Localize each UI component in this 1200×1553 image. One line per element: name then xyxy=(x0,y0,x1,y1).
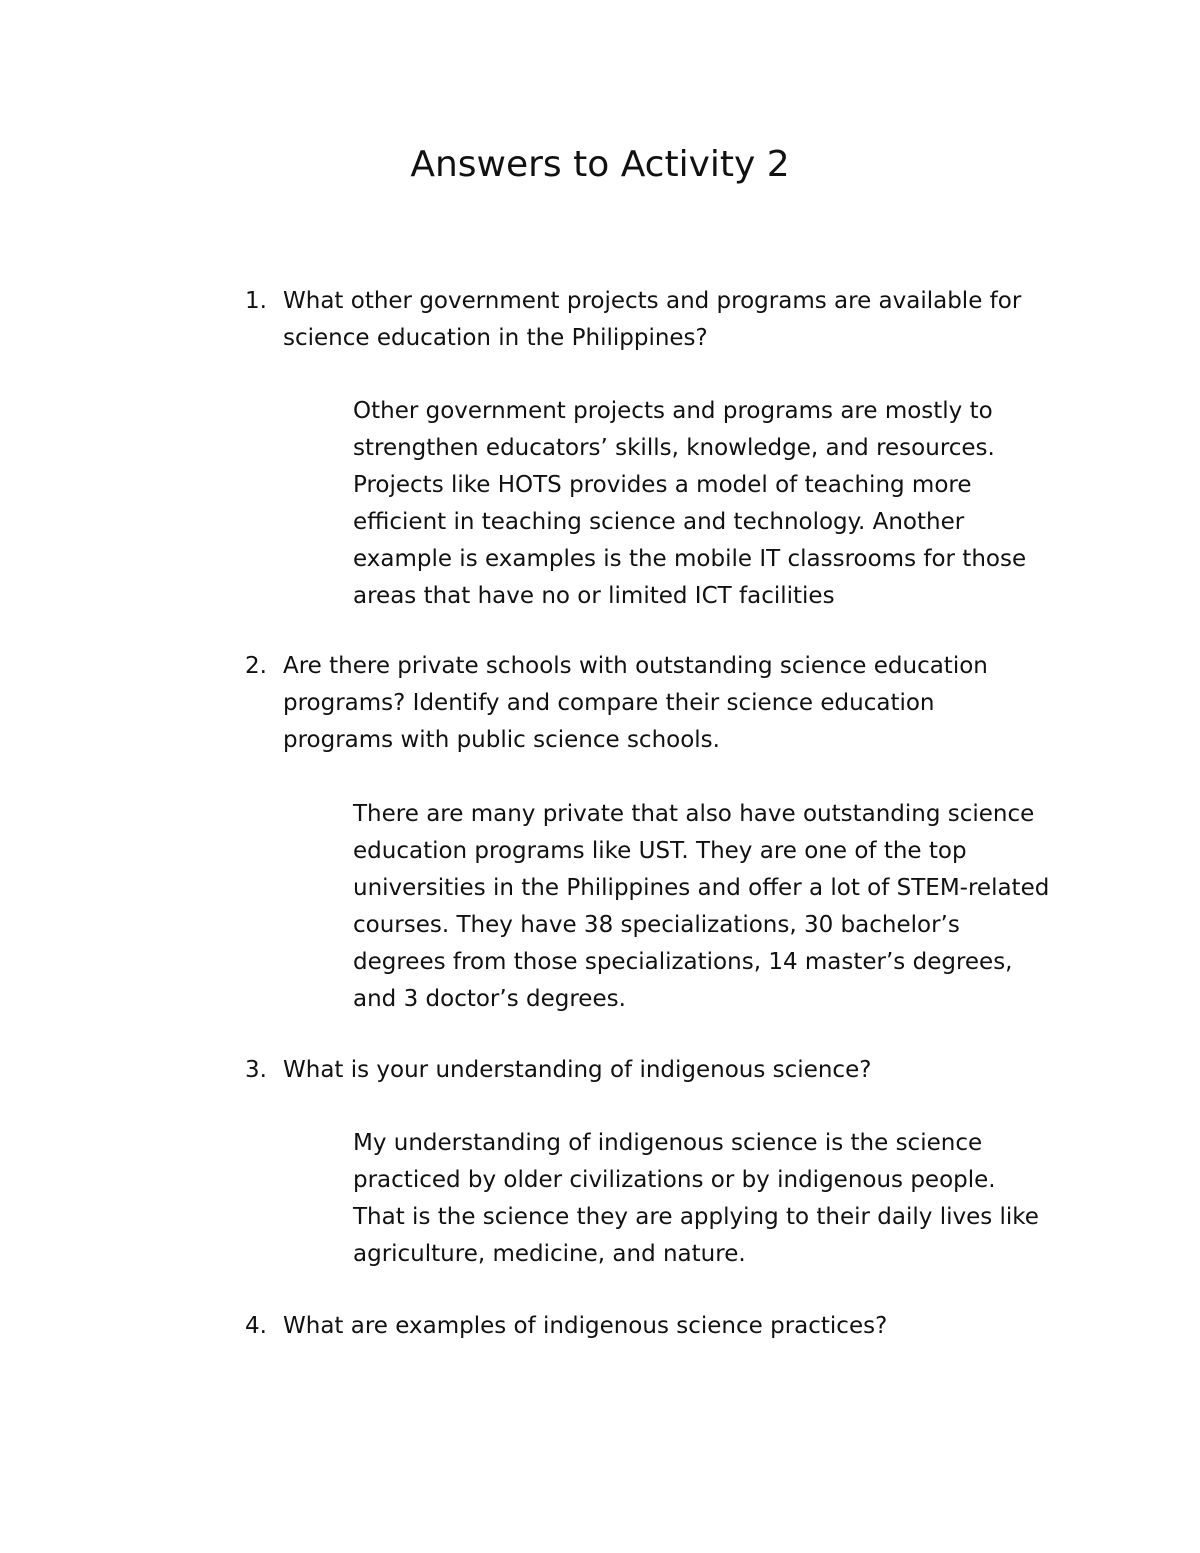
question-number: 3. xyxy=(245,1057,267,1083)
answer-3: My understanding of indigenous science is the science practiced by older civilizations or by indigenous people. That is the science they are applying to their daily lives like agriculture, medicine, and nature. xyxy=(353,1130,1039,1267)
question-text: What is your understanding of indigenous science? xyxy=(283,1057,872,1083)
question-number: 4. xyxy=(245,1313,267,1339)
question-3 xyxy=(245,1052,1045,1089)
answer-2: There are many private that also have outstanding science education programs like UST. They are one of the top universities in the Philippines and offer a lot of STEM-related courses. They have 38 specializations, 30 bachelor’s degrees from those specializations, 14 master’s degrees, and 3 doctor’s degrees. xyxy=(353,801,1050,1012)
question-text: What other government projects and programs are available for science education in the Philippines? xyxy=(283,288,1022,351)
question-text: Are there private schools with outstanding science education programs? Identify and compare their science education programs with public science schools. xyxy=(283,653,988,753)
question-text: What are examples of indigenous science practices? xyxy=(283,1313,888,1339)
question-number: 2. xyxy=(245,653,267,679)
question-4 xyxy=(245,1308,1045,1345)
question-1 xyxy=(245,283,1045,357)
answer-1: Other government projects and programs are mostly to strengthen educators’ skills, knowledge, and resources. Projects like HOTS provides a model of teaching more efficient in teaching science and technology. Another example is examples is the mobile IT classrooms for those areas that have no or limited ICT facilities xyxy=(353,398,1027,609)
page-title: Answers to Activity 2 xyxy=(410,144,790,185)
question-number: 1. xyxy=(245,288,267,314)
question-2 xyxy=(245,648,1045,759)
